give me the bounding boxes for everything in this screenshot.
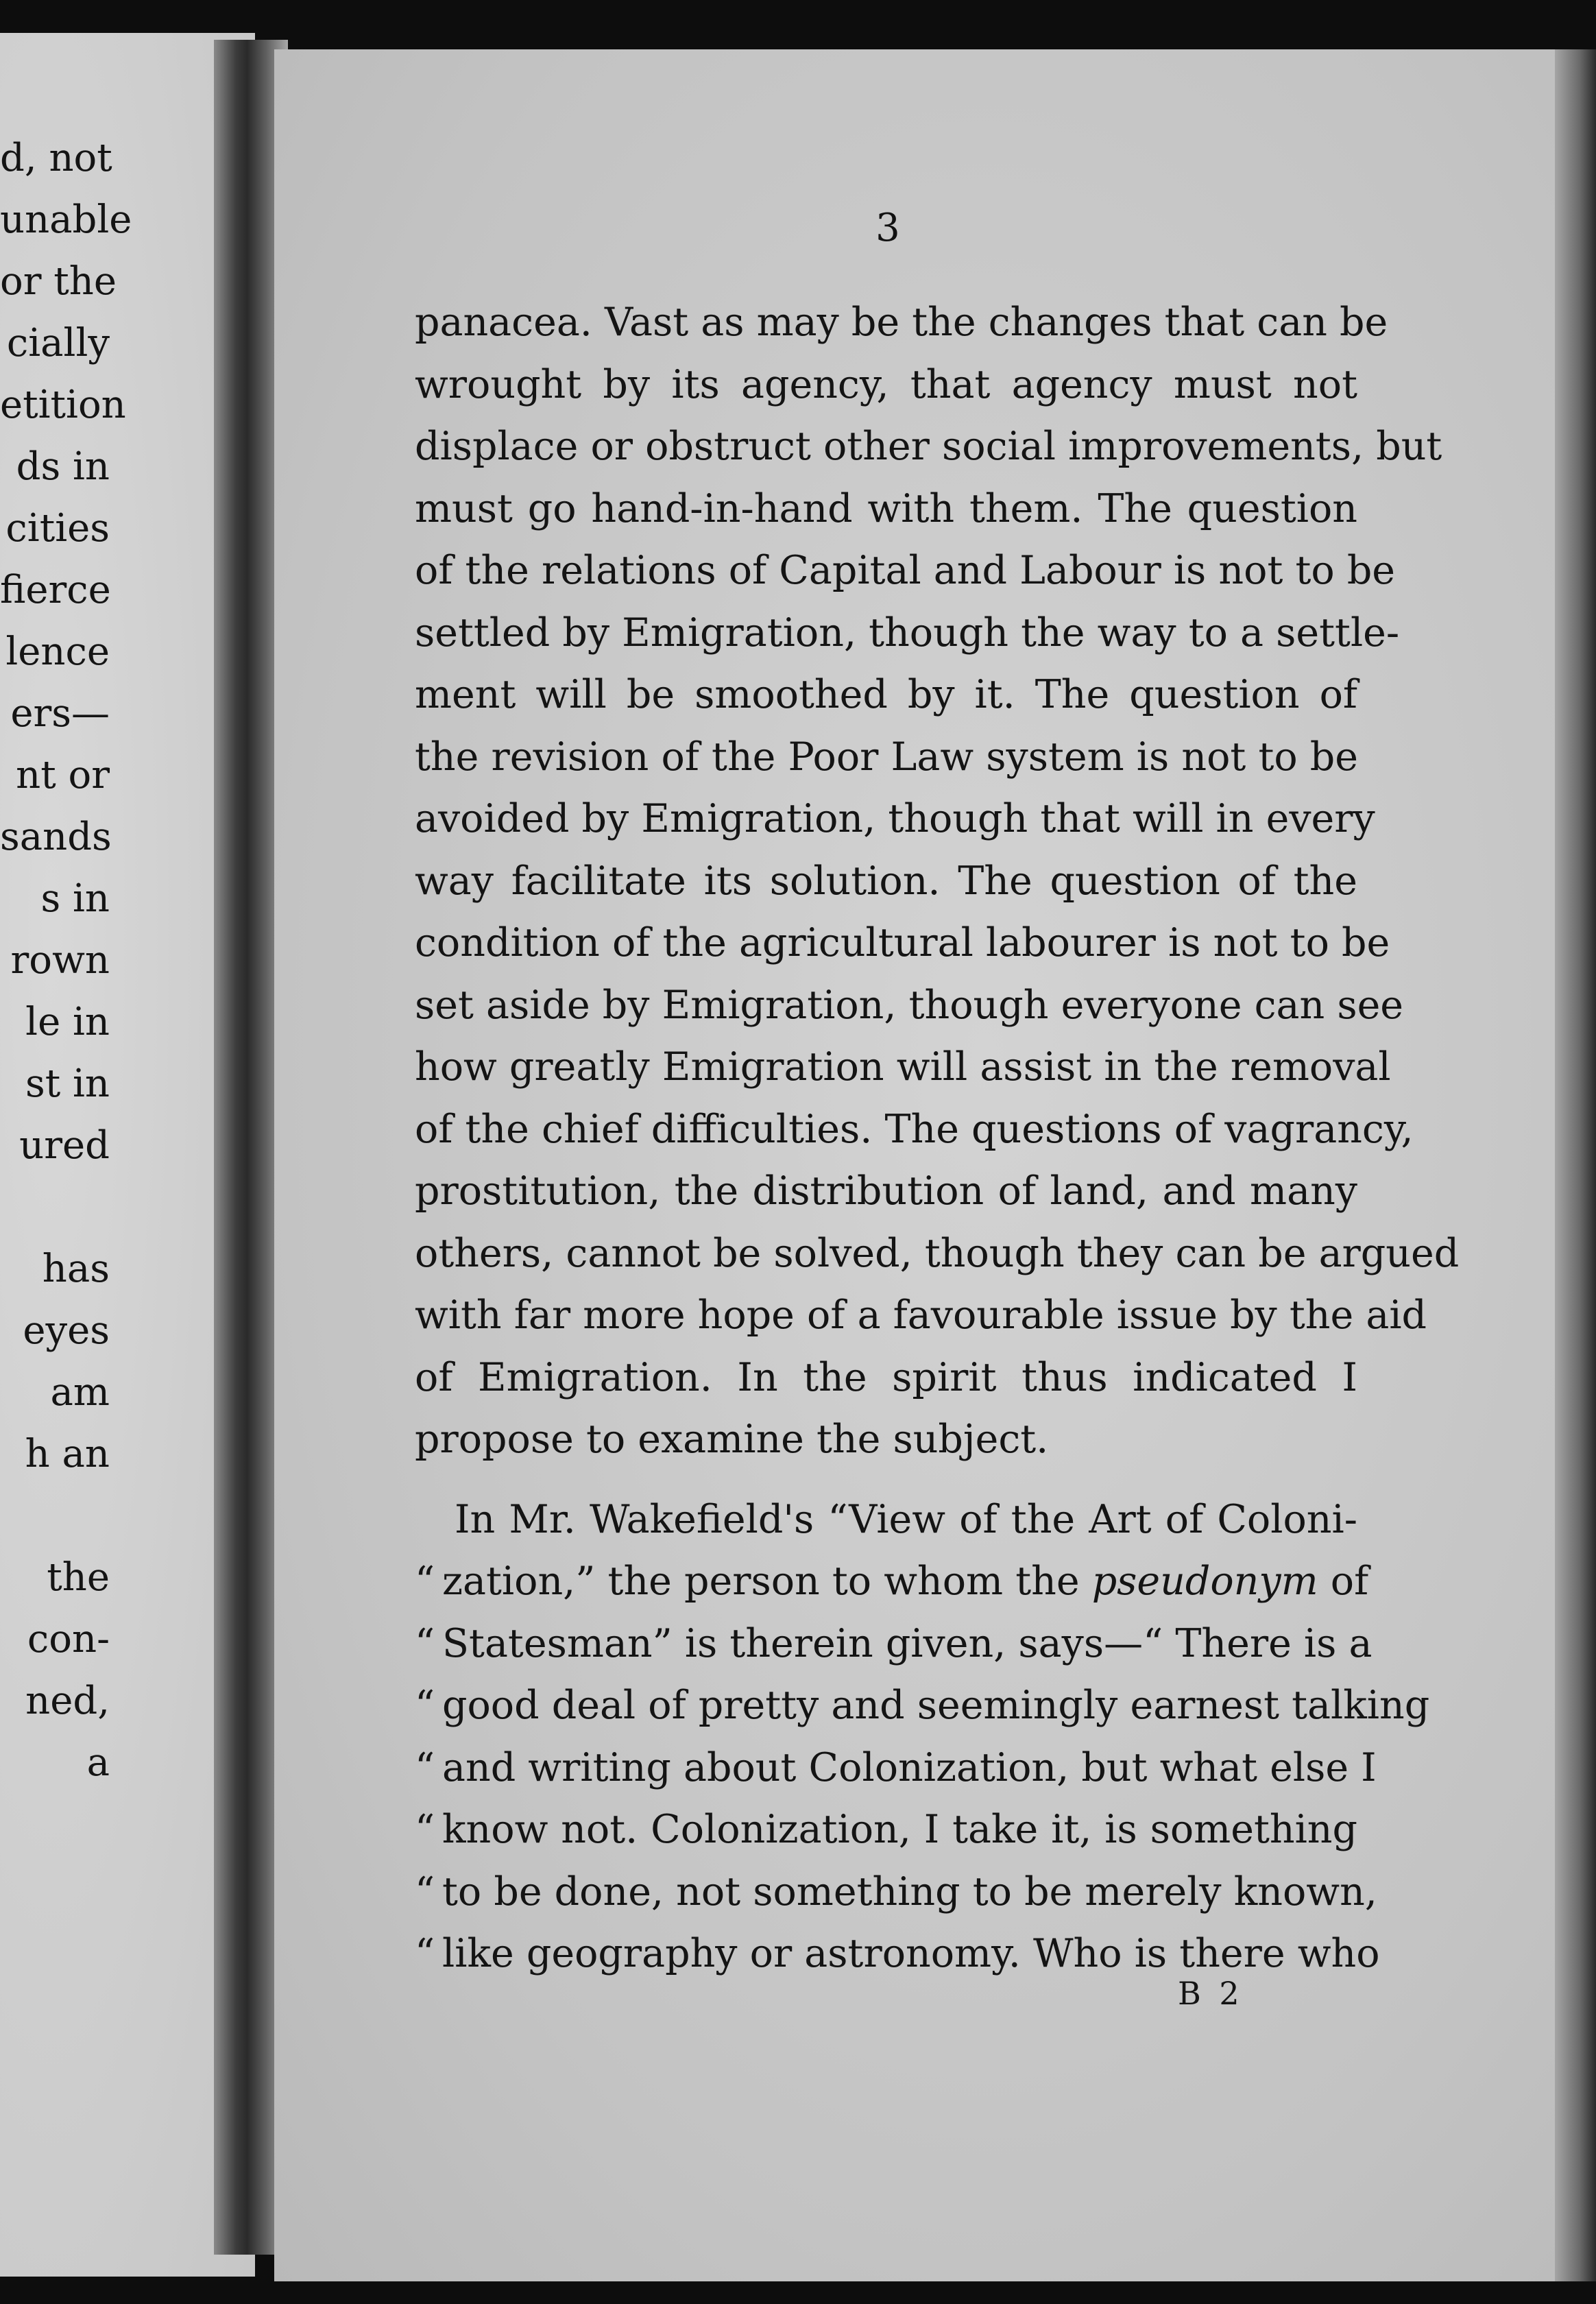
left-page-line: or the	[0, 259, 117, 304]
text-line: In Mr. Wakefield's “View of the Art of Coloni-	[455, 1496, 1357, 1542]
page-number: 3	[875, 206, 900, 250]
left-page-line: cially	[6, 321, 110, 365]
left-page-line: ned,	[25, 1679, 110, 1723]
quote-mark: “	[415, 1559, 435, 1604]
text-line: wrought by its agency, that agency must not	[415, 361, 1357, 407]
text-line: settled by Emigration, though the way to a settle-	[415, 610, 1400, 656]
left-page-line: eyes	[23, 1308, 110, 1353]
text-line: displace or obstruct other social improvements, but	[415, 424, 1442, 469]
text-line: ment will be smoothed by it. The question of	[415, 672, 1357, 717]
text-line: prostitution, the distribution of land, and many	[415, 1168, 1357, 1214]
left-page-line: am	[50, 1370, 110, 1415]
left-page-line: has	[42, 1247, 110, 1291]
text-line: “ and writing about Colonization, but what else I	[415, 1737, 1357, 1799]
text-line: “ like geography or astronomy. Who is there who	[415, 1923, 1357, 1985]
text-line: condition of the agricultural labourer is not to be	[415, 920, 1390, 965]
text-line: others, cannot be solved, though they can be argued	[415, 1230, 1460, 1276]
quote-mark: “	[415, 1869, 435, 1915]
text-line: “ good deal of pretty and seemingly earnest talking	[415, 1675, 1357, 1737]
quote-mark: “	[415, 1807, 435, 1852]
left-page-line: rown	[10, 938, 110, 983]
left-page-line: unable	[0, 197, 132, 242]
left-page-line: d, not	[0, 136, 112, 180]
left-page-line: s in	[40, 876, 110, 921]
left-page-line: a	[86, 1740, 110, 1785]
text-line: set aside by Emigration, though everyone can see	[415, 982, 1404, 1028]
left-page-line: the	[47, 1555, 110, 1600]
paragraph-2	[415, 1489, 1430, 1985]
text-line: with far more hope of a favourable issue by the aid	[415, 1293, 1427, 1338]
text-line: how greatly Emigration will assist in the removal	[415, 1044, 1391, 1090]
quote-mark: “	[415, 1931, 435, 1976]
left-page-line: nt or	[16, 753, 110, 797]
text-line: of the chief difficulties. The questions of vagrancy,	[415, 1106, 1414, 1152]
italic-word: pseudonym	[1091, 1559, 1318, 1604]
quote-mark: “	[415, 1620, 435, 1666]
left-page-line: st in	[25, 1061, 110, 1106]
left-page-line: fierce	[0, 568, 111, 612]
text-line: “ know not. Colonization, I take it, is something	[415, 1799, 1357, 1861]
left-page-line: etition	[0, 383, 126, 427]
text-line: “ to be done, not something to be merely known,	[415, 1861, 1357, 1923]
left-page-line: ds in	[16, 444, 110, 489]
text-line: the revision of the Poor Law system is not to be	[415, 734, 1359, 780]
left-page-line: con-	[27, 1617, 110, 1661]
left-page-line: le in	[25, 1000, 110, 1044]
text-line: “ zation,” the person to whom the pseudonym of	[415, 1550, 1357, 1613]
text-line: must go hand-in-hand with them. The question	[415, 485, 1357, 531]
text-line: propose to examine the subject.	[415, 1417, 1049, 1462]
text-line: “ Statesman” is therein given, says—“ There is a	[415, 1613, 1357, 1675]
text-line: way facilitate its solution. The question of the	[415, 858, 1357, 904]
paragraph-1	[415, 291, 1460, 1471]
left-page-line: cities	[5, 506, 110, 551]
left-page-line: sands	[0, 815, 112, 859]
text-line: panacea. Vast as may be the changes that can be	[415, 300, 1388, 345]
left-page-line: ers—	[10, 691, 110, 736]
left-page-line: ured	[19, 1123, 110, 1168]
page-edge	[1555, 49, 1596, 2281]
body-text	[415, 291, 1460, 1985]
text-line: of the relations of Capital and Labour is not to be	[415, 548, 1396, 593]
quote-mark: “	[415, 1744, 435, 1790]
signature-mark: B 2	[1178, 1975, 1244, 2012]
text-line: avoided by Emigration, though that will in every	[415, 796, 1375, 841]
left-page-line: h an	[25, 1432, 110, 1476]
text-line: of Emigration. In the spirit thus indicated I	[415, 1354, 1357, 1400]
left-page-line: lence	[5, 629, 110, 674]
quote-mark: “	[415, 1683, 435, 1728]
